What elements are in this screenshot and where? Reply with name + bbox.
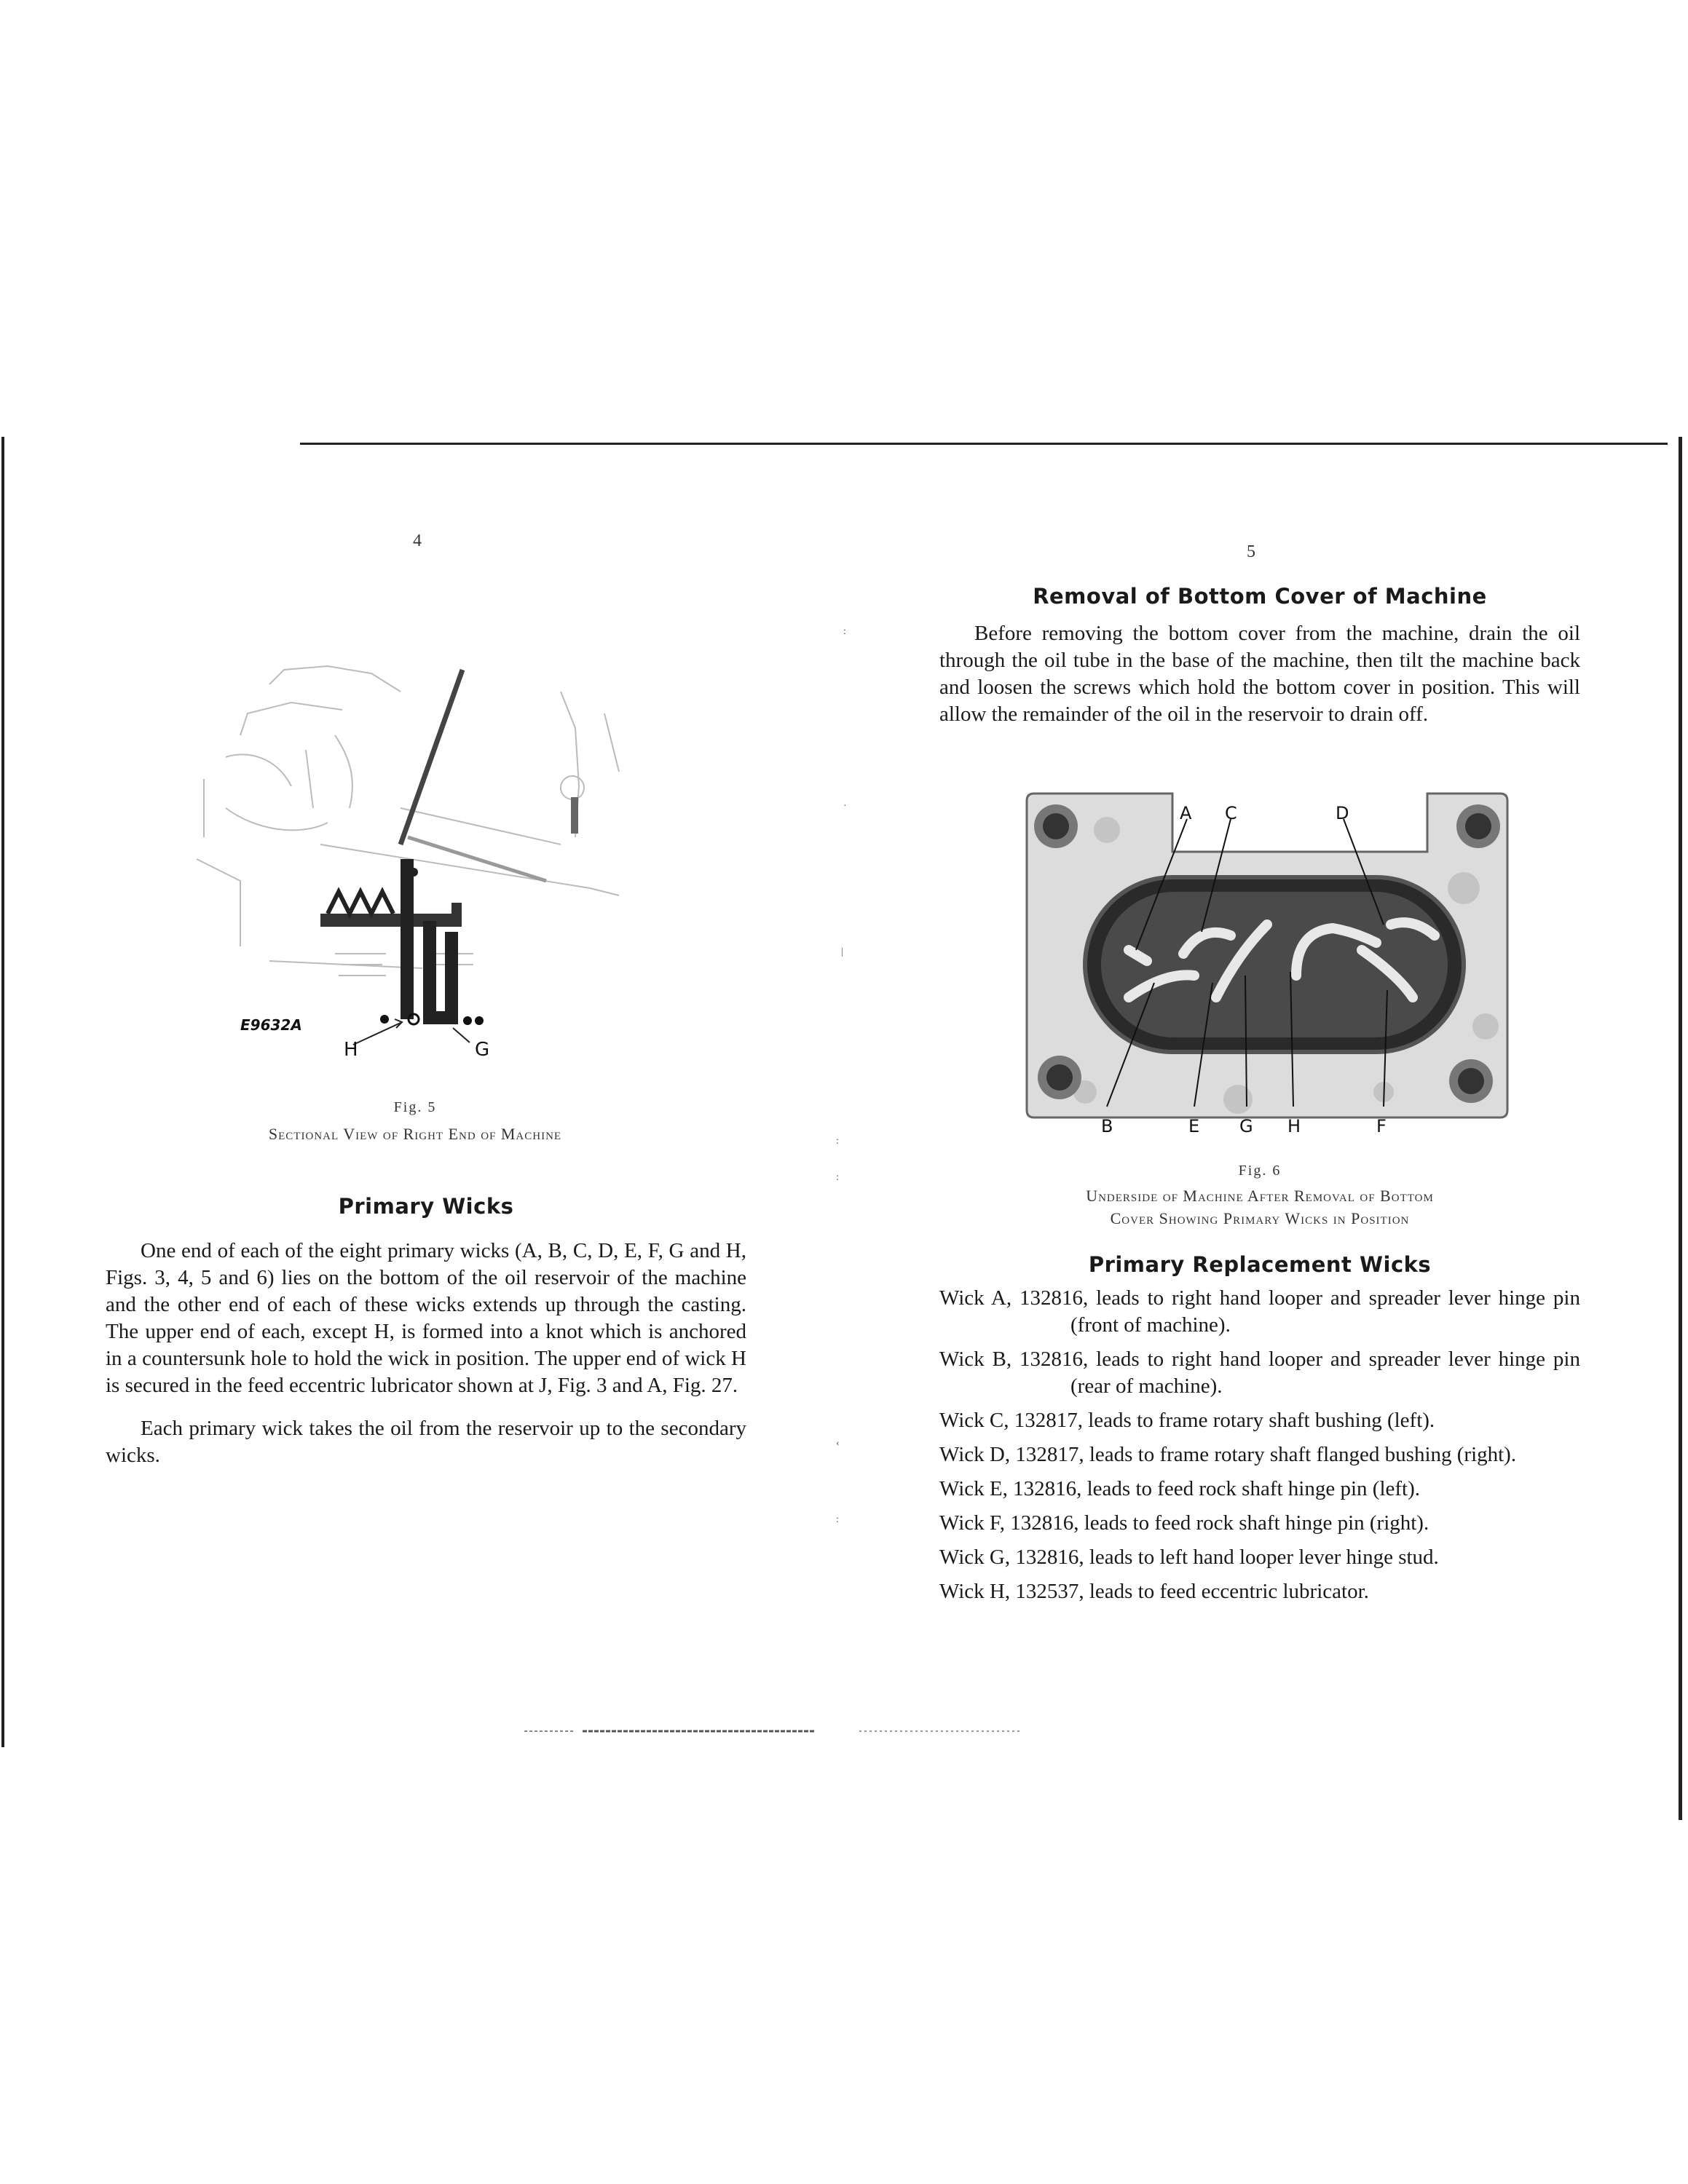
wick-item-f: Wick F, 132816, leads to feed rock shaft hinge pin (right).: [939, 1511, 1429, 1535]
figure-6-callout-f: F: [1376, 1116, 1387, 1136]
replacement-wicks-heading: Primary Replacement Wicks: [1088, 1252, 1432, 1277]
figure-6-callout-a: A: [1180, 803, 1192, 823]
figure-6-callout-b: B: [1101, 1116, 1113, 1136]
figure-5-illustration: [182, 641, 663, 1061]
page-top-rule: [300, 443, 1668, 445]
figure-6-illustration: [1019, 786, 1515, 1143]
left-edge-rule: [1, 437, 4, 1747]
wick-item-c: Wick C, 132817, leads to frame rotary shaft bushing (left).: [939, 1409, 1435, 1432]
removal-heading: Removal of Bottom Cover of Machine: [1033, 584, 1487, 609]
scan-marks: [524, 1725, 1049, 1740]
figure-6-callout-g: G: [1239, 1116, 1253, 1136]
figure-5-arrow-g: [453, 1028, 470, 1042]
primary-wicks-heading: Primary Wicks: [338, 1194, 514, 1219]
figure-5-lever: [408, 837, 546, 881]
wick-item-g: Wick G, 132816, leads to left hand looper lever hinge stud.: [939, 1546, 1439, 1569]
primary-wicks-body: [106, 1238, 746, 1469]
removal-body: [939, 620, 1580, 728]
figure-5-caption: Sectional View of Right End of Machine: [268, 1125, 562, 1143]
figure-5-callout-h: H: [344, 1039, 358, 1061]
figure-5-wick-g: [430, 921, 451, 1018]
figure-6-label: Fig. 6: [1238, 1163, 1282, 1179]
wick-item-a: Wick A, 132816, leads to right hand looper and spreader lever hinge pin (front of machine).: [939, 1286, 1580, 1337]
figure-6-callout-h: H: [1287, 1116, 1301, 1136]
figure-5-plate: [320, 914, 459, 927]
left-page-number: 4: [413, 531, 422, 550]
wick-item-h: Wick H, 132537, leads to feed eccentric lubricator.: [939, 1580, 1369, 1603]
figure-6-callout-c: C: [1225, 803, 1237, 823]
figure-6-caption-line-1: Underside of Machine After Removal of Bottom: [1086, 1187, 1434, 1205]
primary-wicks-paragraph-1: One end of each of the eight primary wicks (A, B, C, D, E, F, G and H, Figs. 3, 4, 5 and 6) lies on the bottom of the oil reservoir of the machine and the other end of each of these wicks extends up through the casting. The upper end of each, except H, is formed into a knot which is anchored in a countersunk hole to hold the wick in position. The upper end of wick H is secured in the feed eccentric lubricator shown at J, Fig. 3 and A, Fig. 27.: [106, 1239, 746, 1397]
figure-6-caption: [1005, 1184, 1515, 1230]
figure-5-arrow-h: [353, 1023, 401, 1045]
right-page-number: 5: [1247, 542, 1255, 561]
right-edge-rule: [1679, 437, 1682, 1820]
figure-5-label: Fig. 5: [393, 1099, 437, 1115]
figure-5-bolt: [571, 797, 578, 834]
primary-wicks-paragraph-2: Each primary wick takes the oil from the reservoir up to the secondary wicks.: [106, 1417, 746, 1467]
figure-6-caption-line-2: Cover Showing Primary Wicks in Position: [1110, 1209, 1410, 1227]
figure-5-wick-h: [401, 859, 414, 1019]
wick-item-d: Wick D, 132817, leads to frame rotary shaft flanged bushing (right).: [939, 1443, 1517, 1466]
figure-6-callout-d: D: [1336, 803, 1349, 823]
figure-6-callout-e: E: [1188, 1116, 1200, 1136]
figure-5-spring: [328, 892, 393, 914]
wick-item-b: Wick B, 132816, leads to right hand looper and spreader lever hinge pin (rear of machine).: [939, 1348, 1580, 1398]
removal-paragraph: Before removing the bottom cover from the machine, drain the oil through the oil tube in the base of the machine, then tilt the machine back and loosen the screws which hold the bottom cover in position. This will allow the remainder of the oil in the reservoir to drain off.: [939, 622, 1580, 726]
wick-item-e: Wick E, 132816, leads to feed rock shaft hinge pin (left).: [939, 1477, 1420, 1500]
figure-5-callout-g: G: [475, 1039, 490, 1061]
figure-5-code: E9632A: [240, 1016, 302, 1034]
figure-5-rod: [401, 670, 462, 844]
replacement-wicks-list: [939, 1285, 1580, 1613]
